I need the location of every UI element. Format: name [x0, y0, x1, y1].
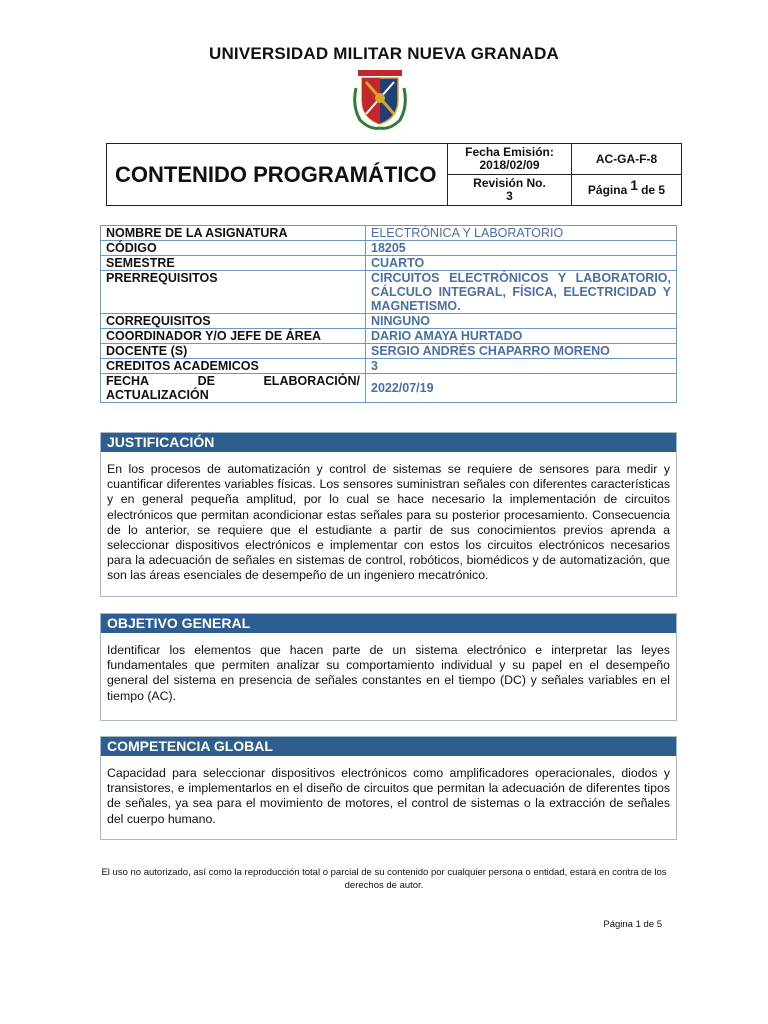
course-info-table: [100, 225, 677, 403]
correquisitos-label: CORREQUISITOS: [101, 314, 366, 329]
coordinador-label: COORDINADOR Y/O JEFE DE ÁREA: [101, 329, 366, 344]
table-row: [101, 329, 677, 344]
university-crest-logo: [350, 66, 410, 132]
table-row: [101, 241, 677, 256]
table-row: [101, 226, 677, 241]
fecha-elaboracion-value: 2022/07/19: [366, 374, 677, 403]
university-title: UNIVERSIDAD MILITAR NUEVA GRANADA: [208, 44, 560, 63]
table-row: [101, 344, 677, 359]
prerrequisitos-value: CIRCUITOS ELECTRÓNICOS Y LABORATORIO, CÁLCULO INTEGRAL, FÍSICA, ELECTRICIDAD Y MAGNETISMO.: [366, 271, 677, 314]
table-row: [101, 256, 677, 271]
document-header: [106, 143, 682, 206]
fecha-elaboracion-label: [101, 374, 366, 403]
codigo-label: CÓDIGO: [101, 241, 366, 256]
coordinador-value: DARIO AMAYA HURTADO: [366, 329, 677, 344]
fecha-emision-label: Fecha Emisión:: [465, 145, 554, 159]
objetivo-text: Identificar los elementos que hacen parte de un sistema electrónico e interpretar las leyes fundamentales que permiten analizar su comportamiento individual y su papel en el desempeño general del sistema en presencia de señales constantes en el tiempo (DC) y señales variables en el tiempo (AC).: [107, 643, 670, 703]
competencia-heading: COMPETENCIA GLOBAL: [101, 737, 676, 756]
docente-value: SERGIO ANDRÉS CHAPARRO MORENO: [366, 344, 677, 359]
justificacion-text: En los procesos de automatización y control de sistemas se requiere de sensores para medir y cuantificar diferentes variables físicas. Los sensores suministran señales con diferentes características y en general pequeña amplitud, por lo cual se hace necesario la implementación de circuitos electrónicos que permitan acondicionar estas señales para su posterior procesamiento. Consecuencia de lo anterior, se requiere que el estudiante a partir de sus conocimientos previos aprenda a seleccionar dispositivos electrónicos e implementar con estos los circuitos electrónicos necesarios para la adecuación de señales en sistemas de control, robóticos, biomédicos y de automatización, que son las áreas esenciales de desempeño de un ingeniero mecatrónico.: [107, 462, 670, 583]
revision-value: 3: [506, 189, 513, 203]
semestre-value: CUARTO: [366, 256, 677, 271]
objetivo-heading: OBJETIVO GENERAL: [101, 614, 676, 633]
competencia-section: [100, 736, 677, 840]
justificacion-heading: JUSTIFICACIÓN: [101, 433, 676, 452]
header-page-number: 1: [630, 176, 639, 193]
fecha-emision-cell: [448, 144, 571, 175]
nombre-value: ELECTRÓNICA Y LABORATORIO: [366, 226, 677, 241]
document-code: AC-GA-F-8: [572, 144, 681, 175]
fecha-elaboracion-word: ELABORACIÓN/: [263, 374, 360, 388]
fecha-emision-value: 2018/02/09: [479, 158, 540, 172]
table-row: [101, 359, 677, 374]
fecha-elaboracion-word: DE: [197, 374, 215, 388]
header-page-total: de 5: [641, 182, 666, 197]
table-row: [101, 374, 677, 403]
revision-label: Revisión No.: [473, 176, 546, 190]
header-page-label: Página: [587, 182, 628, 197]
creditos-value: 3: [366, 359, 677, 374]
justificacion-section: [100, 432, 677, 597]
copyright-notice: El uso no autorizado, así como la reproducción total o parcial de su contenido por cualquier persona o entidad, estará en contra de los derechos de autor.: [101, 867, 667, 891]
prerrequisitos-label: PRERREQUISITOS: [101, 271, 366, 314]
footer-page-number: Página 1 de 5: [603, 919, 662, 930]
objetivo-section: [100, 613, 677, 721]
creditos-label: CREDITOS ACADEMICOS: [101, 359, 366, 374]
competencia-text: Capacidad para seleccionar dispositivos electrónicos como amplificadores operacionales, diodos y transistores, e implementarlos en el diseño de circuitos que permitan la adecuación de diferentes tipos de señales, ya sea para el movimiento de motores, el control de sistemas o la extracción de señales del cuerpo humano.: [107, 766, 670, 826]
correquisitos-value: NINGUNO: [366, 314, 677, 329]
header-page-cell: [572, 175, 681, 205]
fecha-elaboracion-word: FECHA: [106, 374, 150, 388]
semestre-label: SEMESTRE: [101, 256, 366, 271]
fecha-elaboracion-line2: ACTUALIZACIÓN: [106, 388, 209, 402]
table-row: [101, 271, 677, 314]
revision-cell: [448, 175, 571, 205]
codigo-value: 18205: [366, 241, 677, 256]
nombre-label: NOMBRE DE LA ASIGNATURA: [101, 226, 366, 241]
table-row: [101, 314, 677, 329]
document-title: CONTENIDO PROGRAMÁTICO: [107, 144, 448, 205]
docente-label: DOCENTE (S): [101, 344, 366, 359]
